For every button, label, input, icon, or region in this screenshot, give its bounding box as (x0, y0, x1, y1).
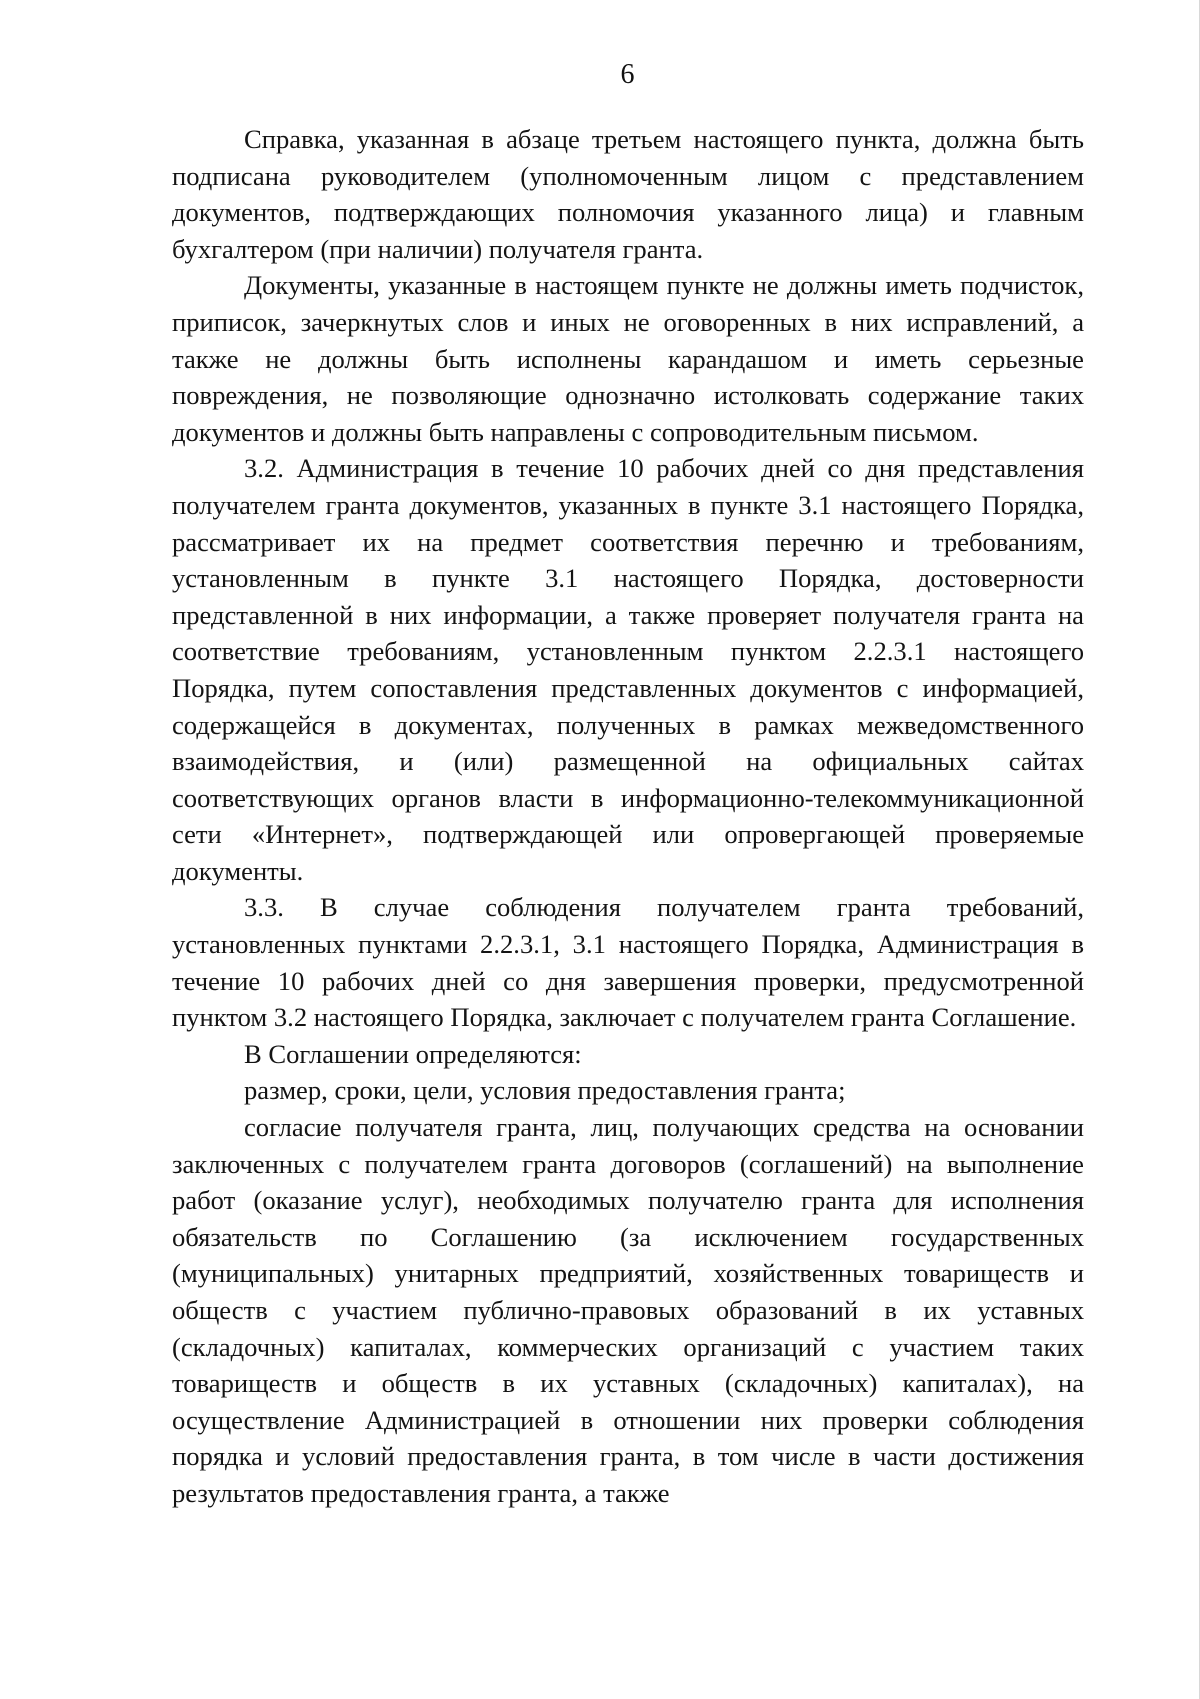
page-number: 6 (620, 59, 635, 90)
paragraph-document-requirements: Документы, указанные в настоящем пункте не должны иметь подчисток, приписок, зачеркнутых слов и иных не оговоренных в них исправлений, а также не должны быть исполнены карандашом и иметь серьезные повреждения, не позволяющие однозначно истолковать содержание таких документов и должны быть направлены с сопроводительным письмом. (172, 270, 1084, 447)
paragraph-grant-terms: размер, сроки, цели, условия предоставления гранта; (244, 1075, 846, 1106)
paragraph-section-3-2: 3.2. Администрация в течение 10 рабочих дней со дня представления получателем гранта документов, указанных в пункте 3.1 настоящего Порядка, рассматривает их на предмет соответствия перечню и требованиям, установленным в пункте 3.1 настоящего Порядка, достоверности представленной в них информации, а также проверяет получателя гранта на соответствие требованиям, установленным пунктом 2.2.3.1 настоящего Порядка, путем сопоставления представленных документов с информацией, содержащейся в документах, полученных в рамках межведомственного взаимодействия, и (или) размещенной на официальных сайтах соответствующих органов власти в информационно-телекоммуникационной сети «Интернет», подтверждающей или опровергающей проверяемые документы. (172, 453, 1084, 886)
document-body (172, 121, 1084, 1512)
paragraph-section-3-3: 3.3. В случае соблюдения получателем гранта требований, установленных пунктами 2.2.3.1, 3.1 настоящего Порядка, Администрация в течение 10 рабочих дней со дня завершения проверки, предусмотренной пунктом 3.2 настоящего Порядка, заключает с получателем гранта Соглашение. (172, 892, 1084, 1033)
paragraph-certificate-signature: Справка, указанная в абзаце третьем настоящего пункта, должна быть подписана руководителем (уполномоченным лицом с представлением документов, подтверждающих полномочия указанного лица) и главным бухгалтером (при наличии) получателя гранта. (172, 124, 1084, 264)
paragraph-consent-clause: согласие получателя гранта, лиц, получающих средства на основании заключенных с получателем гранта договоров (соглашений) на выполнение работ (оказание услуг), необходимых получателю гранта для исполнения обязательств по Соглашению (за исключением государственных (муниципальных) унитарных предприятий, хозяйственных товариществ и обществ с участием публично-правовых образований в их уставных (складочных) капиталах, коммерческих организаций с участием таких товариществ и обществ в их уставных (складочных) капиталах), на осуществление Администрацией в отношении них проверки соблюдения порядка и условий предоставления гранта, в том числе в части достижения результатов предоставления гранта, а также (172, 1112, 1084, 1508)
paragraph-agreement-defines: В Соглашении определяются: (244, 1038, 582, 1069)
